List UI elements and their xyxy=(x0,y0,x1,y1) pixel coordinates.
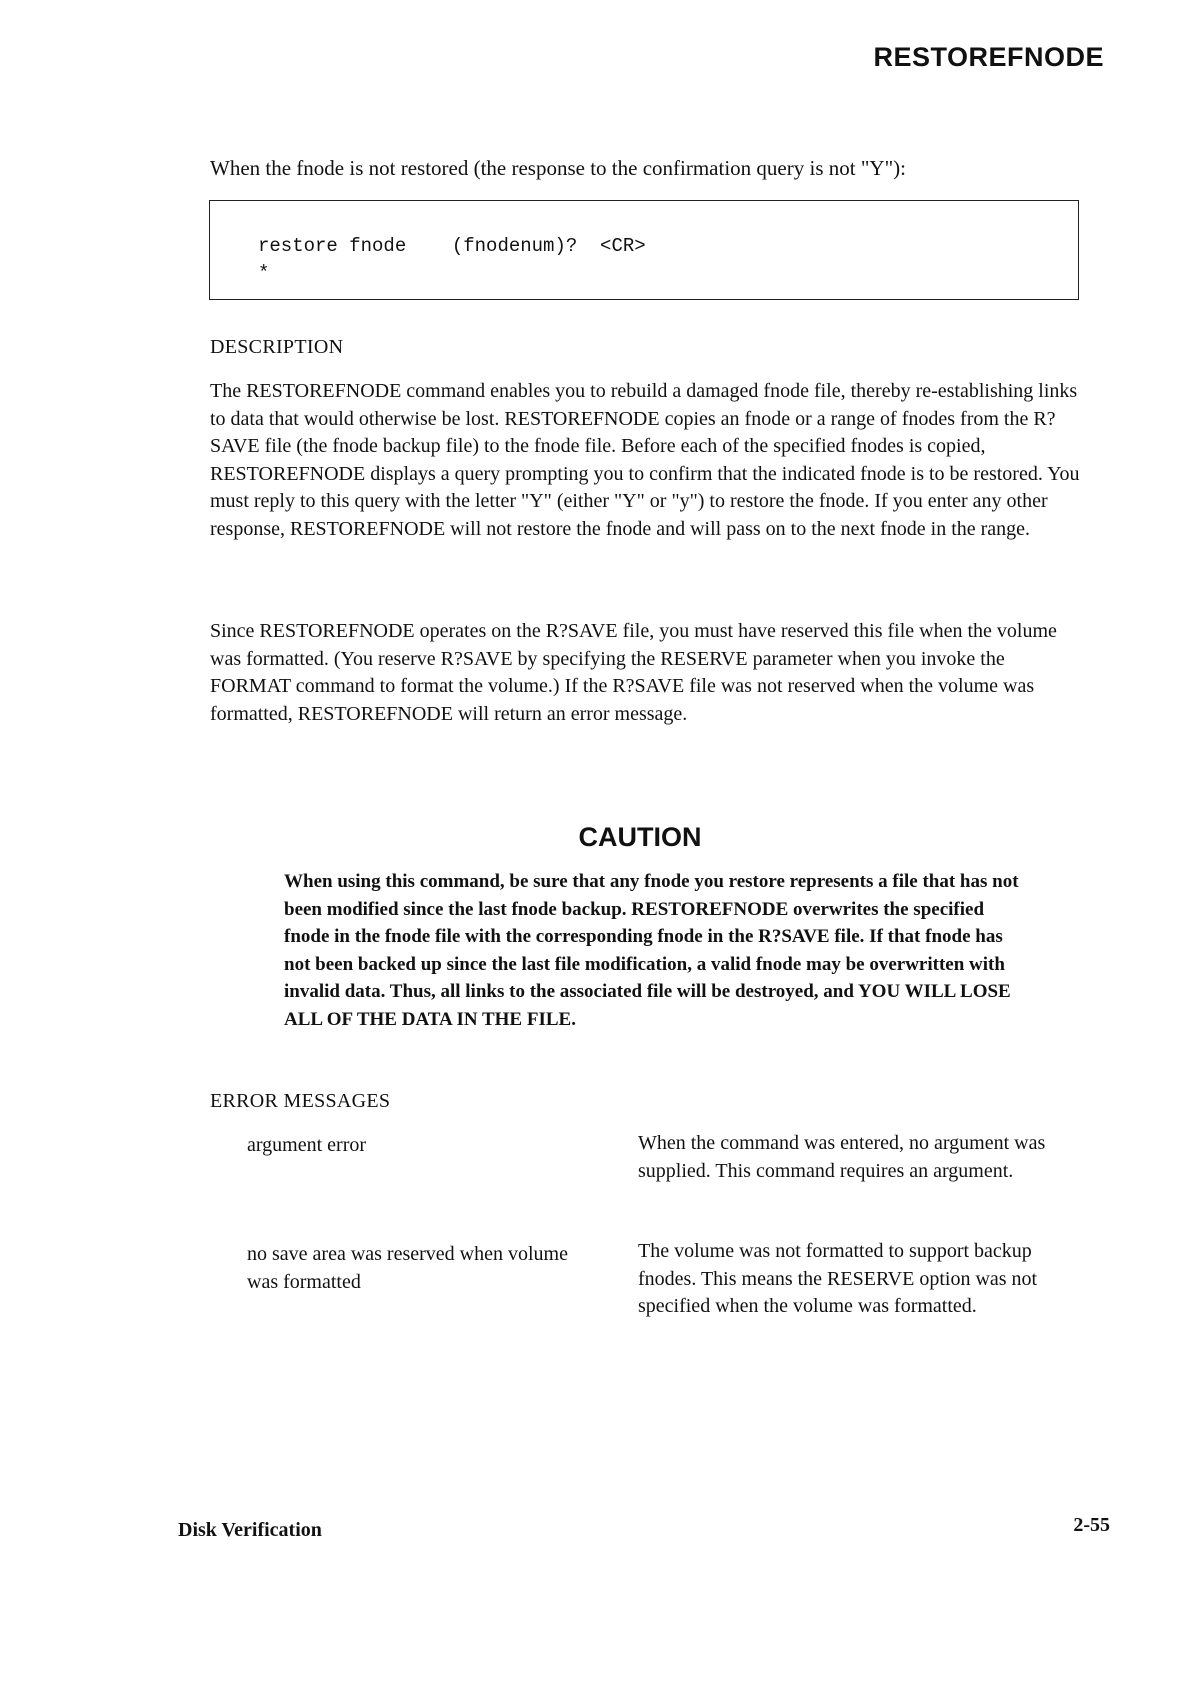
error-description: The volume was not formatted to support backup fnodes. This means the RESERVE option was not specified when the volume was formatted. xyxy=(638,1240,1038,1317)
code-line-command: restore fnode (fnodenum)? <CR> xyxy=(258,235,646,257)
description-paragraph: The RESTOREFNODE command enables you to rebuild a damaged fnode file, thereby re-establishing links to data that would otherwise be lost. RESTOREFNODE copies an fnode or a range of fnodes from the R?SAVE file (the fnode backup file) to the fnode file. Before each of the specified fnodes is copied, RESTOREFNODE displays a query prompting you to confirm that the indicated fnode is to be restored. You must reply to this query with the letter "Y" (either "Y" or "y") to restore the fnode. If you enter any other response, RESTOREFNODE will not restore the fnode and will pass on to the next fnode in the range. xyxy=(210,380,1080,540)
error-name: argument error xyxy=(247,1134,367,1156)
code-line-prompt: * xyxy=(258,262,270,284)
footer-section-name: Disk Verification xyxy=(178,1519,322,1541)
caution-title: CAUTION xyxy=(578,822,702,852)
caution-text: When using this command, be sure that any fnode you restore represents a file that has not been modified since the last fnode backup. RESTOREFNODE overwrites the specified fnode in the fnode file with the corresponding fnode in the R?SAVE file. If that fnode has not been backed up since the last file modification, a valid fnode may be overwritten with invalid data. Thus, all links to the associated file will be destroyed, and YOU WILL LOSE ALL OF THE DATA IN THE FILE. xyxy=(284,871,1019,1030)
description-heading: DESCRIPTION xyxy=(210,336,344,358)
error-description: When the command was entered, no argument was supplied. This command requires an argument. xyxy=(638,1132,1046,1182)
footer-page-number: 2-55 xyxy=(1073,1514,1110,1536)
code-example-box xyxy=(209,200,1079,300)
page-title: RESTOREFNODE xyxy=(873,42,1104,72)
description-paragraph: Since RESTOREFNODE operates on the R?SAVE file, you must have reserved this file when the volume was formatted. (You reserve R?SAVE by specifying the RESERVE parameter when you invoke the FORMAT command to format the volume.) If the R?SAVE file was not reserved when the volume was formatted, RESTOREFNODE will return an error message. xyxy=(210,620,1057,725)
error-messages-heading: ERROR MESSAGES xyxy=(210,1090,391,1112)
intro-text: When the fnode is not restored (the response to the confirmation query is not "Y"): xyxy=(210,156,906,180)
error-name: no save area was reserved when volume was formatted xyxy=(247,1243,568,1293)
